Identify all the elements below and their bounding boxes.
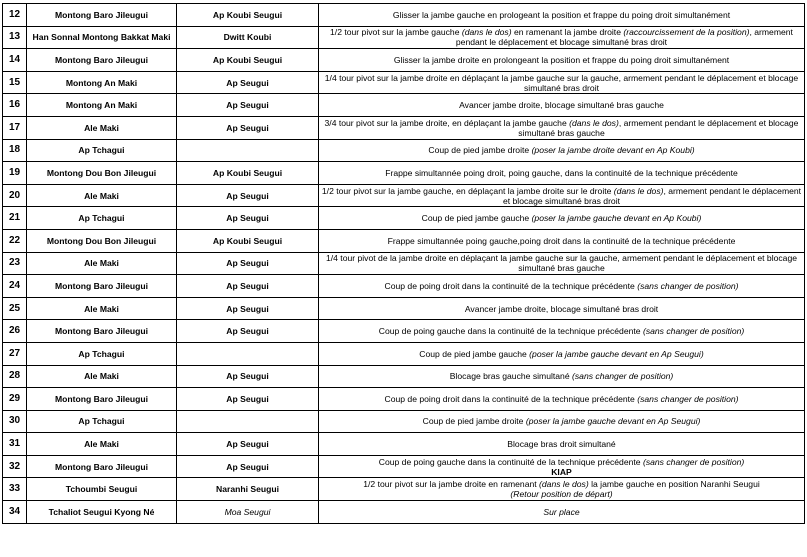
technique-description bbox=[319, 388, 805, 411]
technique-description bbox=[319, 455, 805, 478]
technique-name: Montong An Maki bbox=[27, 94, 177, 117]
technique-description bbox=[319, 252, 805, 275]
stance-name: Ap Seugui bbox=[177, 116, 319, 139]
description-segment: Sur place bbox=[543, 506, 580, 517]
step-number: 31 bbox=[3, 433, 27, 456]
description-segment: , armement pendant le déplacement et blocage simultané bras droit bbox=[502, 185, 802, 206]
stance-name: Ap Seugui bbox=[177, 207, 319, 230]
technique-description bbox=[319, 26, 805, 49]
technique-description bbox=[319, 501, 805, 524]
technique-name: Montong Baro Jileugui bbox=[27, 4, 177, 27]
description-segment: (Retour position de départ) bbox=[510, 489, 613, 500]
table-row bbox=[3, 388, 805, 411]
description-segment: 1/4 tour pivot sur la jambe droite en déplaçant la jambe gauche sur la gauche, armement pendant le déplacement et blocage simultané bras droit bbox=[324, 72, 799, 93]
description-segment: (raccourcissement de la position) bbox=[623, 27, 750, 38]
description-segment: (dans le dos) bbox=[569, 117, 619, 128]
step-number: 15 bbox=[3, 71, 27, 94]
step-number: 12 bbox=[3, 4, 27, 27]
stance-name: Ap Koubi Seugui bbox=[177, 229, 319, 252]
technique-description bbox=[319, 229, 805, 252]
step-number: 18 bbox=[3, 139, 27, 162]
technique-name: Montong Dou Bon Jileugui bbox=[27, 229, 177, 252]
technique-name: Ale Maki bbox=[27, 184, 177, 207]
table-row bbox=[3, 478, 805, 501]
stance-name: Dwitt Koubi bbox=[177, 26, 319, 49]
table-row bbox=[3, 162, 805, 185]
description-segment: Blocage bras droit simultané bbox=[507, 439, 616, 450]
stance-name: Ap Seugui bbox=[177, 455, 319, 478]
description-segment: (dans le dos) bbox=[539, 479, 589, 490]
technique-name: Ap Tchagui bbox=[27, 342, 177, 365]
technique-name: Montong Baro Jileugui bbox=[27, 49, 177, 72]
technique-description bbox=[319, 478, 805, 501]
description-segment: Frappe simultannée poing gauche,poing droit dans la continuité de la technique précédente bbox=[387, 235, 736, 246]
description-segment: (dans le dos) bbox=[613, 185, 664, 196]
technique-description bbox=[319, 94, 805, 117]
technique-name: Tchoumbi Seugui bbox=[27, 478, 177, 501]
technique-description bbox=[319, 433, 805, 456]
stance-name: Ap Koubi Seugui bbox=[177, 162, 319, 185]
description-segment: Avancer jambe droite, blocage simultané bras gauche bbox=[459, 100, 664, 111]
technique-name: Ap Tchagui bbox=[27, 139, 177, 162]
table-row bbox=[3, 433, 805, 456]
technique-description bbox=[319, 139, 805, 162]
stance-name: Ap Koubi Seugui bbox=[177, 49, 319, 72]
technique-description bbox=[319, 365, 805, 388]
stance-name: Ap Seugui bbox=[177, 433, 319, 456]
description-segment: la jambe gauche en position Naranhi Seugui bbox=[588, 479, 760, 490]
technique-name: Montong An Maki bbox=[27, 71, 177, 94]
step-number: 27 bbox=[3, 342, 27, 365]
step-number: 23 bbox=[3, 252, 27, 275]
stance-name: Ap Koubi Seugui bbox=[177, 4, 319, 27]
step-number: 32 bbox=[3, 455, 27, 478]
technique-description bbox=[319, 4, 805, 27]
description-segment: Coup de pied jambe gauche bbox=[419, 348, 530, 359]
step-number: 22 bbox=[3, 229, 27, 252]
table-row bbox=[3, 229, 805, 252]
description-segment: (poser la jambe droite devant en Ap Koubi) bbox=[531, 145, 695, 156]
table-row bbox=[3, 49, 805, 72]
technique-description bbox=[319, 162, 805, 185]
table-row bbox=[3, 252, 805, 275]
description-segment: Coup de poing droit dans la continuité de la technique précédente bbox=[384, 280, 638, 291]
stance-name: Moa Seugui bbox=[177, 501, 319, 524]
description-segment: 3/4 tour pivot sur la jambe droite, en déplaçant la jambe gauche bbox=[324, 117, 570, 128]
description-segment: Coup de poing droit dans la continuité de la technique précédente bbox=[384, 393, 638, 404]
step-number: 17 bbox=[3, 116, 27, 139]
step-number: 24 bbox=[3, 275, 27, 298]
description-segment: Coup de poing gauche dans la continuité de la technique précédente bbox=[378, 456, 643, 467]
table-row bbox=[3, 116, 805, 139]
table-row bbox=[3, 455, 805, 478]
technique-description bbox=[319, 116, 805, 139]
step-number: 29 bbox=[3, 388, 27, 411]
table-row bbox=[3, 297, 805, 320]
description-segment: , armement pendant le déplacement et blocage simultané bras gauche bbox=[518, 117, 799, 138]
stance-name: Ap Seugui bbox=[177, 365, 319, 388]
technique-name: Ale Maki bbox=[27, 297, 177, 320]
technique-description bbox=[319, 320, 805, 343]
step-number: 13 bbox=[3, 26, 27, 49]
description-segment: Blocage bras gauche simultané bbox=[449, 371, 573, 382]
stance-name bbox=[177, 139, 319, 162]
technique-name: Ale Maki bbox=[27, 433, 177, 456]
technique-name: Ale Maki bbox=[27, 365, 177, 388]
technique-name: Ap Tchagui bbox=[27, 207, 177, 230]
table-row bbox=[3, 342, 805, 365]
description-segment: (sans changer de position) bbox=[642, 326, 745, 337]
description-segment: (sans changer de position) bbox=[572, 371, 674, 382]
table-row bbox=[3, 207, 805, 230]
technique-name: Ale Maki bbox=[27, 116, 177, 139]
technique-name: Tchaliot Seugui Kyong Né bbox=[27, 501, 177, 524]
description-segment: (sans changer de position) bbox=[637, 280, 739, 291]
description-segment: Glisser la jambe droite en prolongeant la position et frappe du poing droit simultanément bbox=[393, 54, 730, 65]
table-row bbox=[3, 94, 805, 117]
step-number: 26 bbox=[3, 320, 27, 343]
step-number: 16 bbox=[3, 94, 27, 117]
stance-name: Naranhi Seugui bbox=[177, 478, 319, 501]
technique-description bbox=[319, 410, 805, 433]
description-segment: Coup de poing gauche dans la continuité de la technique précédente bbox=[378, 326, 643, 337]
table-body bbox=[3, 4, 805, 524]
description-segment: , armement pendant le déplacement et blocage simultané bras droit bbox=[455, 27, 793, 48]
description-segment: en ramenant la jambe droite bbox=[511, 27, 624, 38]
technique-description bbox=[319, 297, 805, 320]
description-segment: Coup de pied jambe droite bbox=[428, 145, 532, 156]
technique-description bbox=[319, 342, 805, 365]
technique-description bbox=[319, 184, 805, 207]
table-row bbox=[3, 71, 805, 94]
kata-sequence-table bbox=[2, 3, 805, 524]
stance-name: Ap Seugui bbox=[177, 388, 319, 411]
description-segment: 1/2 tour pivot sur la jambe gauche, en déplaçant la jambe droite sur le droite bbox=[321, 185, 614, 196]
stance-name: Ap Seugui bbox=[177, 252, 319, 275]
description-segment: Coup de pied jambe gauche bbox=[421, 213, 532, 224]
technique-name: Montong Baro Jileugui bbox=[27, 388, 177, 411]
technique-name: Montong Baro Jileugui bbox=[27, 275, 177, 298]
stance-name: Ap Seugui bbox=[177, 275, 319, 298]
description-segment: KIAP bbox=[551, 466, 572, 477]
table-row bbox=[3, 501, 805, 524]
description-segment: (poser la jambe gauche devant en Ap Seugui) bbox=[525, 416, 701, 427]
step-number: 34 bbox=[3, 501, 27, 524]
technique-name: Montong Baro Jileugui bbox=[27, 455, 177, 478]
step-number: 33 bbox=[3, 478, 27, 501]
description-segment: (sans changer de position) bbox=[642, 456, 745, 467]
description-segment: Glisser la jambe gauche en prologeant la position et frappe du poing droit simultanément bbox=[392, 9, 731, 20]
technique-description bbox=[319, 275, 805, 298]
technique-name: Ap Tchagui bbox=[27, 410, 177, 433]
step-number: 19 bbox=[3, 162, 27, 185]
table-row bbox=[3, 139, 805, 162]
step-number: 20 bbox=[3, 184, 27, 207]
step-number: 14 bbox=[3, 49, 27, 72]
step-number: 28 bbox=[3, 365, 27, 388]
table-row bbox=[3, 320, 805, 343]
description-segment: (sans changer de position) bbox=[637, 393, 739, 404]
description-segment: Avancer jambe droite, blocage simultané bras droit bbox=[464, 303, 659, 314]
description-segment: (poser la jambe gauche devant en Ap Koubi) bbox=[531, 213, 702, 224]
description-segment: (dans le dos) bbox=[461, 27, 512, 38]
stance-name: Ap Seugui bbox=[177, 320, 319, 343]
technique-name: Ale Maki bbox=[27, 252, 177, 275]
table-row bbox=[3, 26, 805, 49]
description-segment: Frappe simultannée poing droit, poing gauche, dans la continuité de la technique précédente bbox=[385, 167, 738, 178]
stance-name: Ap Seugui bbox=[177, 297, 319, 320]
table-row bbox=[3, 365, 805, 388]
technique-name: Han Sonnal Montong Bakkat Maki bbox=[27, 26, 177, 49]
table-row bbox=[3, 275, 805, 298]
stance-name bbox=[177, 342, 319, 365]
description-segment: 1/2 tour pivot sur la jambe gauche bbox=[330, 27, 462, 38]
description-segment: 1/2 tour pivot sur la jambe droite en ramenant bbox=[363, 479, 540, 490]
description-segment: Coup de pied jambe droite bbox=[422, 416, 526, 427]
table-row bbox=[3, 410, 805, 433]
step-number: 21 bbox=[3, 207, 27, 230]
description-segment: 1/4 tour pivot de la jambe droite en déplaçant la jambe gauche sur la gauche, armement pendant le déplacement et blocage simultané bras gauche bbox=[325, 253, 798, 274]
step-number: 25 bbox=[3, 297, 27, 320]
technique-name: Montong Dou Bon Jileugui bbox=[27, 162, 177, 185]
description-segment: (poser la jambe gauche devant en Ap Seugui) bbox=[529, 348, 704, 359]
technique-description bbox=[319, 207, 805, 230]
technique-description bbox=[319, 71, 805, 94]
stance-name: Ap Seugui bbox=[177, 71, 319, 94]
step-number: 30 bbox=[3, 410, 27, 433]
stance-name: Ap Seugui bbox=[177, 184, 319, 207]
table-row bbox=[3, 4, 805, 27]
table-row bbox=[3, 184, 805, 207]
stance-name: Ap Seugui bbox=[177, 94, 319, 117]
technique-name: Montong Baro Jileugui bbox=[27, 320, 177, 343]
stance-name bbox=[177, 410, 319, 433]
technique-description bbox=[319, 49, 805, 72]
